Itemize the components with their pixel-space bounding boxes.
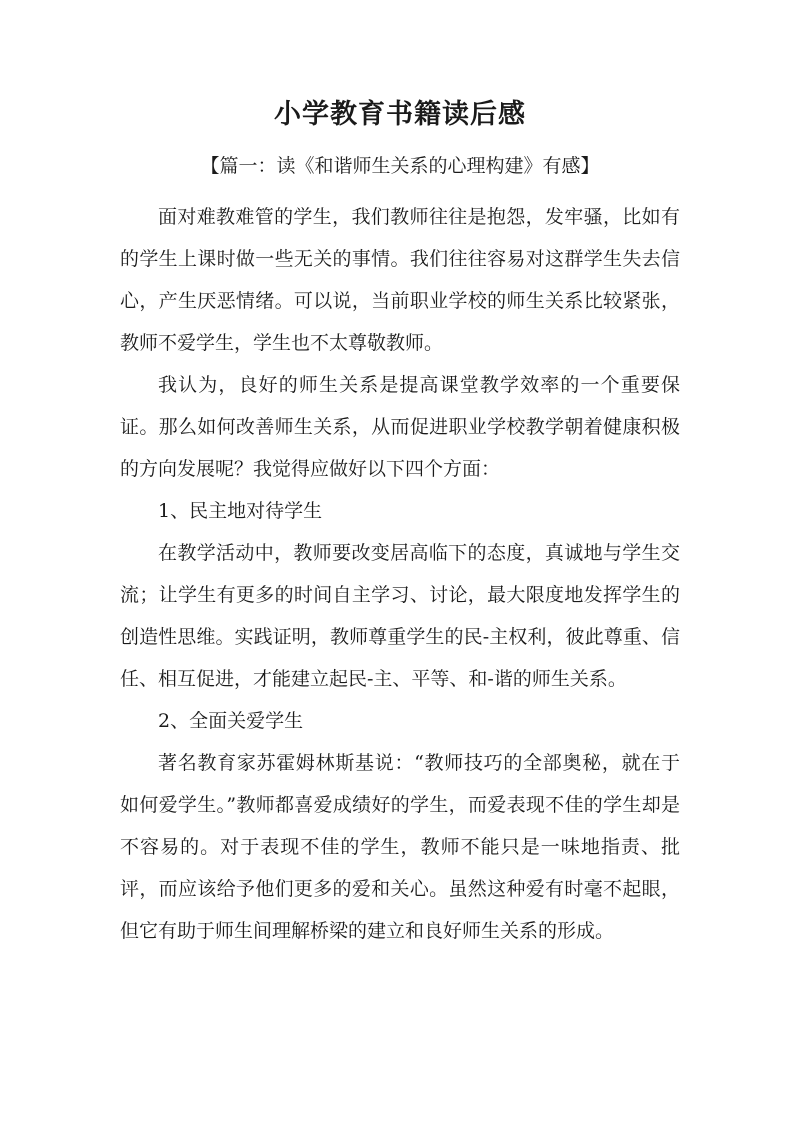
document-subtitle: 【篇一：读《和谐师生关系的心理构建》有感】 — [200, 155, 600, 177]
paragraph-intro: 面对难教难管的学生，我们教师往往是抱怨，发牢骚，比如有的学生上课时做一些无关的事情。我们往往容易对这群学生失去信心，产生厌恶情绪。可以说，当前职业学校的师生关系比较紧张，教师不爱学生，学生也不太尊敬教师。 — [120, 206, 680, 354]
paragraph-thesis: 我认为，良好的师生关系是提高课堂教学效率的一个重要保证。那么如何改善师生关系，从而促进职业学校教学朝着健康积极的方向发展呢？我觉得应做好以下四个方面： — [120, 374, 680, 480]
document-page — [120, 95, 680, 952]
section-1-heading: 1、民主地对待学生 — [158, 500, 323, 522]
section-1-body: 在教学活动中，教师要改变居高临下的态度，真诚地与学生交流；让学生有更多的时间自主学习、讨论，最大限度地发挥学生的创造性思维。实践证明，教师尊重学生的民-主权利，彼此尊重、信任、相互促进，才能建立起民-主、平等、和-谐的师生关系。 — [120, 542, 680, 690]
section-2-heading: 2、全面关爱学生 — [158, 710, 304, 732]
document-title: 小学教育书籍读后感 — [274, 99, 526, 130]
section-2-body: 著名教育家苏霍姆林斯基说：“教师技巧的全部奥秘，就在于如何爱学生。”教师都喜爱成绩好的学生，而爱表现不佳的学生却是不容易的。对于表现不佳的学生，教师不能只是一味地指责、批评，而应该给予他们更多的爱和关心。虽然这种爱有时毫不起眼，但它有助于师生间理解桥梁的建立和良好师生关系的形成。 — [120, 752, 680, 942]
